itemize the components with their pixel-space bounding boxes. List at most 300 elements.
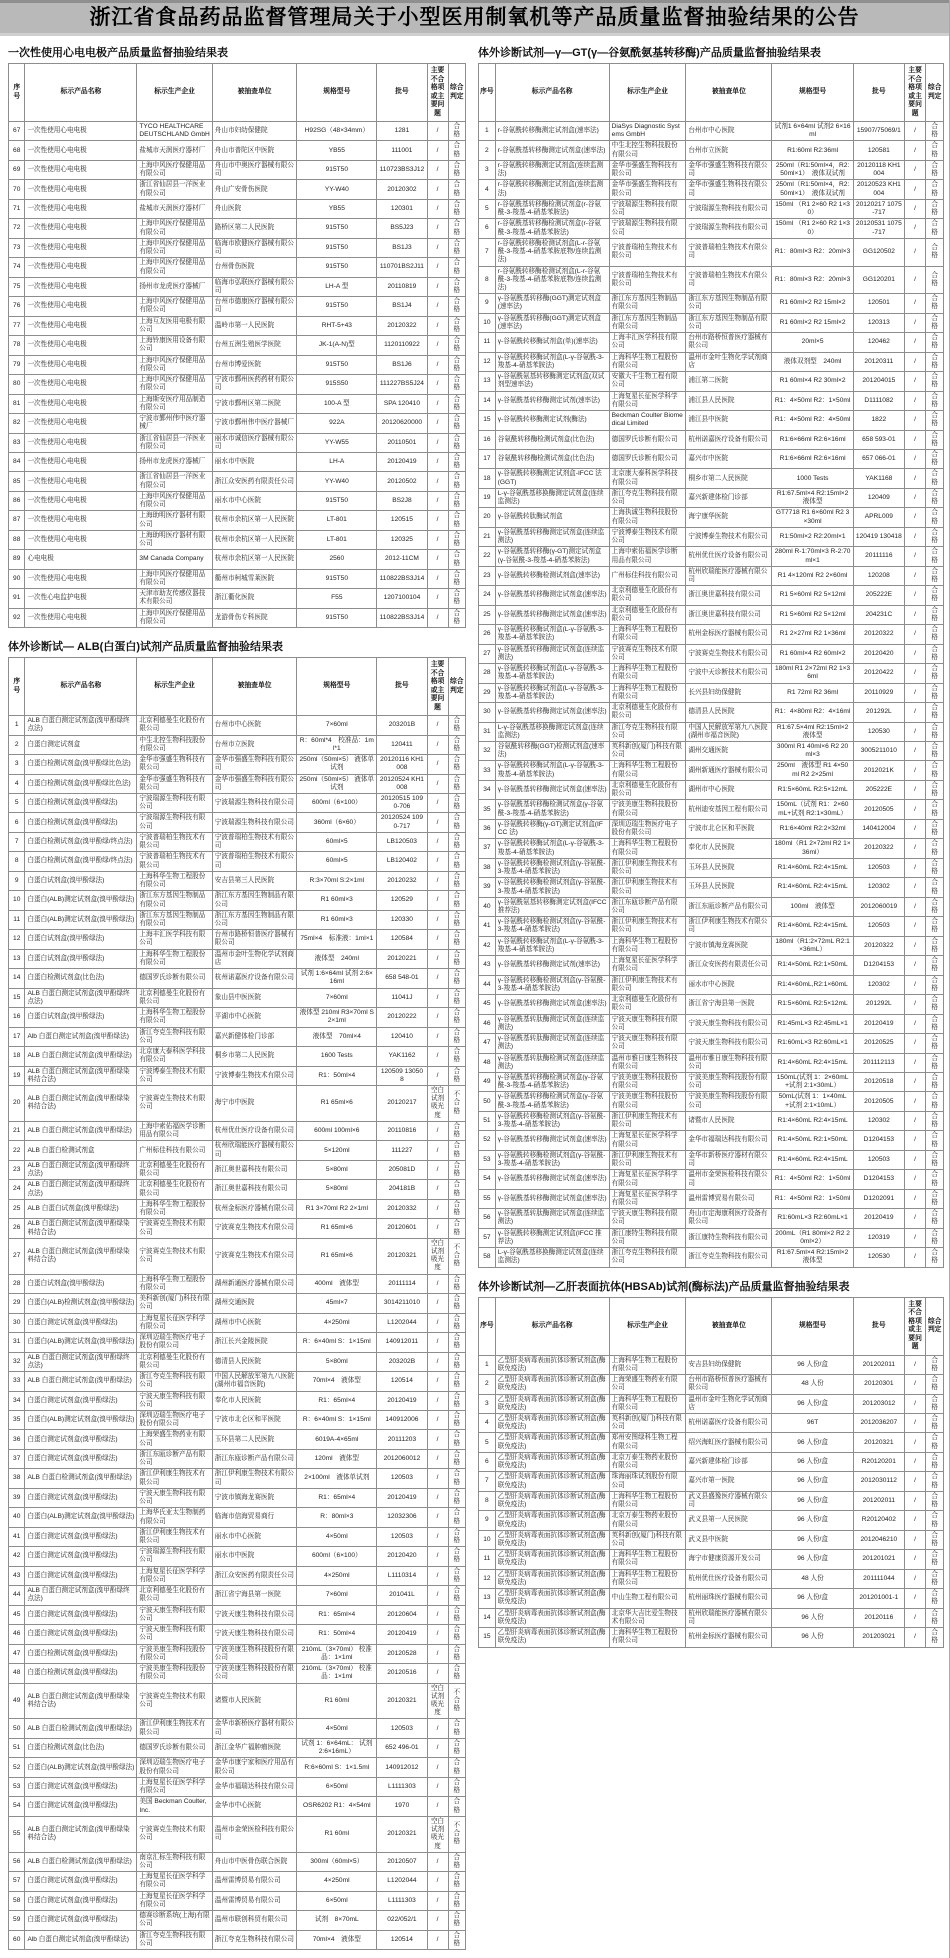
- table-cell: /: [904, 1111, 925, 1130]
- table-cell: /: [427, 1430, 448, 1449]
- table-cell: /: [904, 1014, 925, 1033]
- table-cell: 合格: [448, 1527, 465, 1546]
- table-cell: 宁波赛克生物技术有限公司: [137, 1219, 212, 1238]
- table-row: [479, 1248, 944, 1267]
- table-cell: 合格: [926, 1491, 944, 1510]
- table-cell: 绍兴海虹医疗器械有限公司: [686, 1433, 772, 1452]
- table-cell: 1822: [853, 411, 904, 430]
- table-cell: 白蛋白(ALB)测定试剂盒(溴甲酚绿法): [25, 1410, 137, 1429]
- column-header: 规格型号: [297, 64, 377, 122]
- page-header-band: [0, 0, 949, 36]
- table-cell: 一次性使用心电电极: [25, 141, 137, 160]
- table-cell: 浙江东方基因生物制品有限公司: [212, 891, 297, 910]
- table-cell: 120584: [377, 930, 427, 949]
- table-cell: /: [904, 1248, 925, 1267]
- table-row: [479, 1072, 944, 1091]
- table-cell: /: [904, 897, 925, 916]
- table-cell: 15: [479, 411, 496, 430]
- table-cell: 一次性使用心电电极: [25, 277, 137, 296]
- table-cell: 浙江东方基因生物制品有限公司: [686, 294, 772, 313]
- table-cell: 合格: [926, 1452, 944, 1471]
- table-row: [479, 352, 944, 371]
- table-cell: ALB 白蛋白测定试剂盒(溴甲酚绿法): [25, 1121, 137, 1140]
- table-cell: 17: [9, 1027, 25, 1046]
- table-cell: 51: [9, 1738, 25, 1757]
- table-cell: 临海市欧健医疗器械有限公司: [212, 238, 297, 257]
- table-cell: γ-谷氨酰基转移酶(GGT)测定试剂盒(速率法): [495, 313, 609, 332]
- table-cell: /: [904, 586, 925, 605]
- table-cell: 合格: [926, 372, 944, 391]
- table-cell: 桐乡市第二人民医院: [212, 1047, 297, 1066]
- table-cell: /: [427, 589, 448, 608]
- table-cell: 合格: [926, 897, 944, 916]
- table-cell: 20ml×5: [772, 333, 853, 352]
- table-cell: 48 人份: [772, 1375, 853, 1394]
- table-cell: 合格: [448, 969, 465, 988]
- table-cell: 20111116: [853, 547, 904, 566]
- table-cell: 合格: [926, 1014, 944, 1033]
- table-cell: 一次性使用心电电极: [25, 433, 137, 452]
- table-cell: /: [427, 1121, 448, 1140]
- table-cell: 一次性使用心电电极: [25, 199, 137, 218]
- table-row: [9, 1047, 466, 1066]
- table-cell: 安吉县妇幼保健院: [686, 1355, 772, 1374]
- table-cell: 合格: [926, 1053, 944, 1072]
- table-cell: /: [904, 1628, 925, 1647]
- table-cell: 合格: [448, 1872, 465, 1891]
- table-row: [9, 1605, 466, 1624]
- table-body: [9, 716, 466, 1950]
- table-cell: 杭州优仕医疗设备有限公司: [212, 1121, 297, 1140]
- table-cell: 6019A-4×65ml: [297, 1430, 377, 1449]
- table-cell: 不合格: [448, 1816, 465, 1852]
- table-cell: 白蛋白测定试剂盒(溴甲酚绿法): [25, 1430, 137, 1449]
- table-title-ecg: 一次性使用心电电极产品质量监督抽验结果表: [8, 47, 228, 60]
- table-cell: 北京万泰生物药业股份有限公司: [609, 1452, 686, 1471]
- table-cell: 20120518: [853, 1072, 904, 1091]
- table-row: [479, 391, 944, 410]
- table-cell: /: [427, 1027, 448, 1046]
- table-cell: /: [904, 1491, 925, 1510]
- table-cell: 5×80ml: [297, 1160, 377, 1179]
- table-cell: 宁波美康生物科技股份有限公司: [137, 1664, 212, 1683]
- table-cell: 120ml 液体型: [297, 1449, 377, 1468]
- table-cell: ALB 白蛋白试剂盒(溴甲酚绿法): [25, 1199, 137, 1218]
- table-cell: ALB 白蛋白测定试剂盒(溴甲酚绿染料结合法): [25, 1816, 137, 1852]
- table-cell: /: [427, 988, 448, 1007]
- table-cell: 20120524 KH1008: [377, 774, 427, 793]
- table-cell: 合格: [448, 852, 465, 871]
- table-cell: 合格: [448, 1797, 465, 1816]
- table-cell: 36: [9, 1430, 25, 1449]
- table-cell: γ-谷氨酰转移酶试剂盒(L-γ-谷氨酰-3-羧基-4-硝基苯胺法): [495, 352, 609, 371]
- table-cell: 合格: [926, 122, 944, 141]
- table-row: [9, 1430, 466, 1449]
- table-cell: 110723BS3J12: [377, 160, 427, 179]
- table-cell: 宁波赛克生物技术有限公司: [137, 1086, 212, 1122]
- table-cell: 德国罗氏诊断有限公司: [609, 430, 686, 449]
- table-cell: R1:45mL×3 R2:45mL×1: [772, 1014, 853, 1033]
- table-cell: BS1J4: [377, 297, 427, 316]
- column-header: 批号: [377, 64, 427, 122]
- table-row: [9, 1930, 466, 1949]
- table-cell: 合格: [926, 1413, 944, 1432]
- table-cell: R20120201: [853, 1452, 904, 1471]
- table-row: [479, 141, 944, 160]
- table-row: [479, 566, 944, 585]
- table-row: [9, 355, 466, 374]
- table-cell: 一次性使用心电电极: [25, 491, 137, 510]
- table-cell: 29: [9, 1294, 25, 1313]
- column-header: 规格型号: [772, 1297, 853, 1355]
- table-cell: 上海科华生物工程股份有限公司: [609, 352, 686, 371]
- table-row: [479, 936, 944, 955]
- table-cell: 120514: [377, 1372, 427, 1391]
- table-cell: γ-谷氨酰氨基转移酶测定试剂盒(双试剂型速率法): [495, 372, 609, 391]
- table-cell: 合格: [448, 1333, 465, 1352]
- table-cell: 45: [479, 995, 496, 1014]
- table-cell: /: [904, 1375, 925, 1394]
- table-cell: 合格: [926, 917, 944, 936]
- table-cell: 宁波瑞源生物科技有限公司: [609, 199, 686, 218]
- table-cell: R1 60ml×2 R2 15ml×2: [772, 313, 853, 332]
- table-cell: 50: [9, 1719, 25, 1738]
- table-cell: 20120322: [853, 839, 904, 858]
- table-cell: 台州市立医院: [686, 141, 772, 160]
- table-cell: L1111303: [377, 1777, 427, 1796]
- table-cell: GG120502: [853, 238, 904, 266]
- table-cell: 白蛋白测定试剂盒(溴甲酚绿法): [25, 1625, 137, 1644]
- table-cell: 宁波普瑞柏生物技术有限公司: [686, 238, 772, 266]
- table-cell: 乙型肝炎病毒表面抗体诊断试剂盒(酶联免疫法): [495, 1511, 609, 1530]
- table-row: [479, 1589, 944, 1608]
- table-cell: 上海申风医疗保健用品有限公司: [137, 238, 212, 257]
- table-cell: /: [427, 472, 448, 491]
- table-cell: 一次性使用心电电极: [25, 569, 137, 588]
- table-cell: 201202011: [853, 1491, 904, 1510]
- table-cell: 浙江伊利康生物技术有限公司: [609, 917, 686, 936]
- table-row: [479, 219, 944, 238]
- table-cell: 上海申风医疗保健用品有限公司: [137, 608, 212, 627]
- table-cell: YB55: [297, 141, 377, 160]
- table-cell: 1000 Tests: [772, 469, 853, 488]
- table-cell: 上海科华生物工程股份有限公司: [137, 871, 212, 890]
- table-cell: 合格: [448, 1141, 465, 1160]
- table-row: [479, 683, 944, 702]
- table-row: [479, 1355, 944, 1374]
- column-header: 规格型号: [772, 64, 853, 122]
- table-row: [9, 375, 466, 394]
- table-cell: 280ml R-1:70ml×3 R-2:70ml×1: [772, 547, 853, 566]
- table-cell: 白蛋白(ALB)测定试剂盒(溴甲酚绿法): [25, 1508, 137, 1527]
- table-cell: 台州市博爱医院: [212, 355, 297, 374]
- table-cell: 珠海丽珠试剂股份有限公司: [609, 1472, 686, 1491]
- table-cell: 合格: [448, 1180, 465, 1199]
- table-cell: 201201021: [853, 1550, 904, 1569]
- table-cell: 合格: [926, 488, 944, 507]
- table-cell: 7×60ml: [297, 988, 377, 1007]
- column-header: 主要不合格项或主要问题: [904, 64, 925, 122]
- table-cell: 210mL（3×70ml） 校准品：1×1ml: [297, 1644, 377, 1663]
- table-cell: 140412004: [853, 819, 904, 838]
- table-cell: 400ml 液体型: [297, 1274, 377, 1293]
- table-cell: 20120116 KH1008: [377, 755, 427, 774]
- table-cell: 诸暨市人民医院: [686, 1111, 772, 1130]
- table-cell: 96 人份/盒: [772, 1472, 853, 1491]
- table-cell: 合格: [448, 1719, 465, 1738]
- table-body: [479, 122, 944, 1268]
- table-cell: 合格: [448, 297, 465, 316]
- table-row: [9, 793, 466, 812]
- table-cell: 600ml（6×100）: [297, 793, 377, 812]
- table-cell: 北京康大泰科医学科技有限公司: [609, 469, 686, 488]
- table-cell: 温州雷博贸易有限公司: [686, 1189, 772, 1208]
- table-cell: 915T50: [297, 238, 377, 257]
- table-cell: γ-谷氨酰转移酶(γ-GT)测定试剂盒(IFCC 法): [495, 819, 609, 838]
- table-cell: 210mL（3×70ml） 校准品：1×1ml: [297, 1664, 377, 1683]
- table-cell: LH-A: [297, 452, 377, 471]
- table-cell: 衢州市柯城雪莱医院: [212, 569, 297, 588]
- table-cell: 一次性使用心电电极: [25, 297, 137, 316]
- table-cell: 20120523 KH1004: [853, 180, 904, 199]
- table-cell: 合格: [926, 1628, 944, 1647]
- table-cell: /: [904, 566, 925, 585]
- table-cell: 20120217 1075-717: [853, 199, 904, 218]
- table-cell: r-谷氨酰转移酶检测试剂盒(L-r-谷氨酰-3-羧基-4-硝基苯胺底物/连续监测法): [495, 238, 609, 266]
- table-cell: 合格: [448, 1313, 465, 1332]
- table-cell: 37: [479, 839, 496, 858]
- table-cell: LT-801: [297, 530, 377, 549]
- table-cell: 120301: [377, 199, 427, 218]
- table-row: [9, 1683, 466, 1719]
- table-cell: 11041J: [377, 988, 427, 1007]
- table-cell: 250ml 液体型 R1 4×50ml R2 2×25ml: [772, 761, 853, 780]
- table-cell: 360ml（6×60）: [297, 813, 377, 832]
- table-row: [9, 1180, 466, 1199]
- table-cell: 上海复星长征医学科学有限公司: [609, 391, 686, 410]
- table-cell: 合格: [448, 1930, 465, 1949]
- table-cell: 杭州诺嘉医疗设备有限公司: [212, 969, 297, 988]
- table-cell: /: [904, 372, 925, 391]
- table-cell: γ-谷氨酰转移酶试剂盒(L-γ-谷氨酰-3-羧基-4-硝基苯胺法): [495, 761, 609, 780]
- table-cell: 上海执诚生物科技股份有限公司: [609, 508, 686, 527]
- table-cell: 上海申风医疗保健用品有限公司: [137, 375, 212, 394]
- table-row: [9, 774, 466, 793]
- table-cell: 合格: [926, 566, 944, 585]
- table-cell: 中生北控生物科技股份有限公司: [609, 141, 686, 160]
- table-cell: 120330: [377, 910, 427, 929]
- table-cell: 120503: [377, 1469, 427, 1488]
- table-row: [9, 1738, 466, 1757]
- table-cell: 20120419: [853, 1014, 904, 1033]
- table-row: [479, 586, 944, 605]
- table-cell: 宁波赛克生物技术有限公司: [137, 1683, 212, 1719]
- table-cell: GG120201: [853, 266, 904, 294]
- table-cell: 2560: [297, 550, 377, 569]
- table-row: [479, 897, 944, 916]
- table-cell: 德清县人民医院: [686, 703, 772, 722]
- table-cell: /: [427, 550, 448, 569]
- table-cell: 路桥区第二人民医院: [212, 219, 297, 238]
- table-cell: 浙江伊利康生物技术有限公司: [137, 1719, 212, 1738]
- table-cell: 4×50ml: [297, 1527, 377, 1546]
- table-row: [479, 761, 944, 780]
- table-cell: 658 548-01: [377, 969, 427, 988]
- table-cell: γ-谷氨酰转移酶试剂盒(单)(速率法): [495, 333, 609, 352]
- table-cell: 北京利德曼生化股份有限公司: [137, 716, 212, 735]
- table-cell: 上海复星长征医学科学有限公司: [609, 956, 686, 975]
- table-cell: 乙型肝炎病毒表面抗体诊断试剂盒(酶联免疫法): [495, 1452, 609, 1471]
- table-cell: D1204153: [853, 1170, 904, 1189]
- table-cell: 合格: [926, 180, 944, 199]
- table-cell: 合格: [448, 1008, 465, 1027]
- table-cell: 合格: [448, 608, 465, 627]
- table-cell: /: [427, 414, 448, 433]
- table-cell: 合格: [926, 1034, 944, 1053]
- table-cell: 96 人份/盒: [772, 1433, 853, 1452]
- table-cell: 合格: [448, 160, 465, 179]
- table-cell: /: [904, 1530, 925, 1549]
- table-cell: 宁波天康生物科技有限公司: [137, 1488, 212, 1507]
- table-cell: 上海申风医疗保健用品有限公司: [137, 219, 212, 238]
- table-cell: 白蛋白检测试剂盒(溴甲酚绿/终点法): [25, 852, 137, 871]
- table-cell: 20120419: [377, 452, 427, 471]
- table-row: [9, 735, 466, 754]
- table-cell: 北京利德曼生化股份有限公司: [137, 1586, 212, 1605]
- table-cell: 奉化市人民医院: [686, 839, 772, 858]
- table-cell: 88: [9, 530, 25, 549]
- table-cell: 广州标佳科技有限公司: [609, 566, 686, 585]
- table-cell: 70ml×4 液体型: [297, 1372, 377, 1391]
- table-cell: 89: [9, 550, 25, 569]
- table-cell: 20120222: [377, 1008, 427, 1027]
- table-cell: /: [904, 1452, 925, 1471]
- table-cell: 宁波天康生物科技有限公司: [212, 1625, 297, 1644]
- table-row: [9, 1199, 466, 1218]
- table-cell: R1：80ml×3 R2：20ml×3: [772, 238, 853, 266]
- table-cell: 78: [9, 336, 25, 355]
- table-cell: 2012060019: [853, 897, 904, 916]
- table-cell: 合格: [926, 858, 944, 877]
- table-cell: /: [427, 297, 448, 316]
- table-cell: 天津市助友传感仪器技术有限公司: [137, 589, 212, 608]
- table-cell: 20110501: [377, 433, 427, 452]
- table-cell: 49: [9, 1683, 25, 1719]
- table-cell: 合格: [926, 238, 944, 266]
- table-cell: /: [904, 1608, 925, 1627]
- table-cell: /: [427, 1605, 448, 1624]
- table-cell: 金华市强盛生物科技有限公司: [137, 755, 212, 774]
- table-cell: 201292L: [853, 995, 904, 1014]
- table-cell: 丽水市诚信医疗器械有限公司: [212, 433, 297, 452]
- table-cell: 8: [479, 266, 496, 294]
- table-cell: 宁波瑞源生物科技有限公司: [137, 1547, 212, 1566]
- table-cell: 宁波赛克生物技术有限公司: [686, 644, 772, 663]
- table-cell: 022/052/1: [377, 1911, 427, 1930]
- table-cell: 110822BS3J14: [377, 569, 427, 588]
- table-cell: γ-谷氨酰基转移酶测定试剂盒(速率法): [495, 586, 609, 605]
- table-cell: BS5J23: [377, 219, 427, 238]
- table-cell: 舟山市中医骨伤联合医院: [212, 1852, 297, 1871]
- table-cell: γ-谷氨酰基转移酶检测试剂盒(γ-谷氨酰-3-羧基-4-硝基苯胺法): [495, 800, 609, 819]
- table-cell: /: [904, 1472, 925, 1491]
- table-cell: /: [904, 917, 925, 936]
- table-cell: 120419 130418: [853, 527, 904, 546]
- table-cell: /: [904, 1170, 925, 1189]
- table-cell: BS2J8: [377, 491, 427, 510]
- table-cell: 32: [479, 742, 496, 761]
- table-cell: 谷氨酰转移酶检测试剂盒(比色法): [495, 430, 609, 449]
- table-cell: R1：4×50ml R2：1×50ml: [772, 1189, 853, 1208]
- table-cell: 海宁市中医院: [212, 1086, 297, 1122]
- table-cell: 13: [479, 372, 496, 391]
- table-cell: /: [904, 878, 925, 897]
- column-header: 被抽查单位: [686, 1297, 772, 1355]
- table-cell: 宁波普瑞柏生物技术有限公司: [137, 832, 212, 851]
- table-cell: 宁波天康生物科技有限公司: [137, 1605, 212, 1624]
- table-cell: 一次性使用心电电极: [25, 394, 137, 413]
- table-cell: 922A: [297, 414, 377, 433]
- table-row: [9, 1625, 466, 1644]
- table-cell: 不合格: [448, 1086, 465, 1122]
- table-cell: 120501: [853, 294, 904, 313]
- table-cell: 上海助明医疗器材有限公司: [137, 530, 212, 549]
- table-cell: 浙江夸克生物科技有限公司: [609, 488, 686, 507]
- table-cell: 2×100ml 液体单试剂: [297, 1469, 377, 1488]
- table-cell: 不合格: [448, 1238, 465, 1274]
- table-cell: 上海科华生物工程股份有限公司: [609, 839, 686, 858]
- table-cell: 6: [479, 219, 496, 238]
- table-cell: /: [427, 394, 448, 413]
- table-cell: 武义县第一人民医院: [686, 1511, 772, 1530]
- table-cell: 宁波美康生物科技股份有限公司: [212, 1644, 297, 1663]
- table-cell: L1110314: [377, 1566, 427, 1585]
- table-cell: 31: [479, 722, 496, 741]
- table-cell: 舟山广安骨伤医院: [212, 180, 297, 199]
- table-cell: 浙江省仙居县一洋医业有限公司: [137, 472, 212, 491]
- table-cell: R:6×60ml S：1×1.5ml: [297, 1758, 377, 1777]
- table-row: [9, 1816, 466, 1852]
- table-cell: 20120118 KH1004: [853, 160, 904, 179]
- table-cell: 600ml 100ml×6: [297, 1121, 377, 1140]
- table-cell: 合格: [448, 569, 465, 588]
- table-row: [479, 878, 944, 897]
- table-cell: 白蛋白检测试剂盒(溴甲酚绿法): [25, 813, 137, 832]
- header-row: [479, 1297, 944, 1355]
- table-cell: /: [904, 527, 925, 546]
- table-row: [9, 1911, 466, 1930]
- table-cell: 合格: [448, 1047, 465, 1066]
- table-cell: /: [427, 1410, 448, 1429]
- table-cell: r-谷氨酰转移酶测定试剂盒(连续监测法): [495, 180, 609, 199]
- table-cell: 915S50: [297, 375, 377, 394]
- table-row: [9, 1891, 466, 1910]
- table-cell: γ-谷氨酰转移酶检测试剂盒(γ-谷氨酰-3-羧基-4-硝基苯胺法): [495, 917, 609, 936]
- table-cell: 53: [9, 1777, 25, 1796]
- table-cell: /: [427, 949, 448, 968]
- table-row: [479, 1550, 944, 1569]
- table-cell: /: [427, 336, 448, 355]
- table-cell: 合格: [448, 414, 465, 433]
- table-cell: 白蛋白测定试剂盒(溴甲酚绿法): [25, 1911, 137, 1930]
- table-cell: 73: [9, 238, 25, 257]
- table-cell: R1:50ml×2 R2:20ml×1: [772, 527, 853, 546]
- table-cell: 3: [9, 755, 25, 774]
- table-row: [9, 1566, 466, 1585]
- table-cell: 浙江伊利康生物技术有限公司: [609, 1150, 686, 1169]
- table-cell: 北京华大吉比爱生物技术有限公司: [609, 1608, 686, 1627]
- table-cell: 台州市中心医院: [686, 122, 772, 141]
